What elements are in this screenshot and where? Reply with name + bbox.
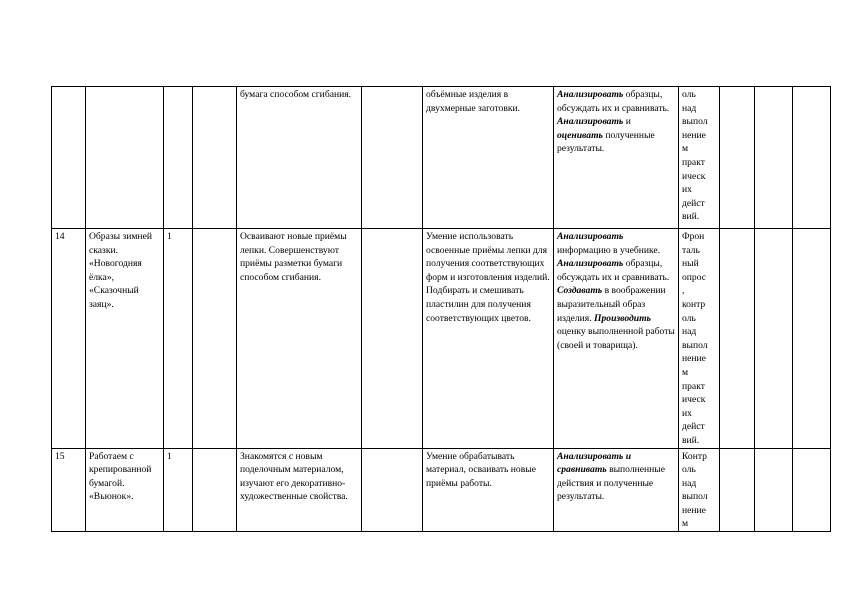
control-form-cell — [679, 229, 720, 449]
results-cell: объёмные изделия в двухмерные заготовки. — [423, 87, 554, 229]
activities-cell — [554, 448, 679, 532]
lesson-number-cell: 14 — [52, 229, 86, 449]
hours-cell: 1 — [164, 229, 193, 449]
control-form-cell — [679, 87, 720, 229]
activity-text: и — [623, 116, 631, 128]
activity-text: выполненные действия и полученные результаты. — [557, 464, 666, 503]
control-form-line: оль — [682, 312, 696, 324]
hours-cell — [164, 87, 193, 229]
empty-cell — [793, 87, 831, 229]
table-row — [52, 448, 831, 532]
table-row — [52, 87, 831, 229]
control-form-line: выпол — [682, 491, 708, 503]
control-form-cell — [679, 448, 720, 532]
lesson-topic-cell: Работаем с крепированной бумагой. «Вьюнок». — [86, 448, 164, 532]
control-form-line: м — [682, 366, 689, 378]
control-form-line: практ — [682, 380, 705, 392]
activity-text: полученные результаты. — [557, 129, 655, 155]
empty-cell — [755, 87, 793, 229]
control-form-line: вий. — [682, 434, 700, 446]
control-form-line: оль — [682, 464, 696, 476]
lesson-number-cell: 15 — [52, 448, 86, 532]
empty-cell — [755, 448, 793, 532]
control-form-line: практ — [682, 156, 705, 168]
empty-cell — [720, 229, 755, 449]
content-cell: Осваивают новые приёмы лепки. Совершенствуют приёмы разметки бумаги способом сгибания. — [237, 229, 362, 449]
empty-cell — [793, 448, 831, 532]
activity-text: информацию в учебнике. — [557, 244, 661, 256]
lesson-plan-table — [51, 86, 831, 532]
control-form-line: ическ — [682, 170, 706, 182]
activity-verb: Анализировать — [557, 116, 624, 128]
activity-verb: Производить — [594, 312, 651, 324]
control-form-line: над — [682, 102, 697, 114]
empty-cell — [193, 87, 237, 229]
lesson-topic-cell — [86, 87, 164, 229]
activity-verb: Анализировать — [557, 89, 624, 100]
activity-text: оценку выполненной работы (своей и товарища). — [557, 326, 675, 351]
control-form-line: над — [682, 477, 697, 489]
empty-cell — [720, 448, 755, 532]
control-form-line: Фрон — [682, 231, 705, 242]
control-form-line: нение — [682, 504, 706, 516]
empty-cell — [193, 448, 237, 532]
control-form-line: ный — [682, 258, 699, 270]
control-form-line: над — [682, 326, 697, 338]
activity-verb: оценивать — [557, 129, 603, 141]
control-form-line: нение — [682, 129, 706, 141]
empty-cell — [362, 87, 423, 229]
activity-verb: Создавать — [557, 285, 603, 297]
control-form-line: выпол — [682, 116, 708, 128]
table-row — [52, 229, 831, 449]
empty-cell — [193, 229, 237, 449]
empty-cell — [362, 448, 423, 532]
content-cell: Знакомятся с новым поделочным материалом, изучают его декоративно-художественные свойства. — [237, 448, 362, 532]
control-form-line: контр — [682, 298, 706, 310]
content-cell: бумага способом сгибания. — [237, 87, 362, 229]
activity-verb: Анализировать и сравнивать — [557, 450, 632, 476]
activities-cell — [554, 87, 679, 229]
results-cell: Умение использовать освоенные приёмы лепки для получения соответствующих форм и изготовления изделий. Подбирать и смешивать пластилин для получения соответствующих цветов. — [423, 229, 554, 449]
control-form-line: выпол — [682, 339, 708, 351]
control-form-line: вий. — [682, 211, 700, 223]
activity-verb: Анализировать — [557, 231, 624, 242]
control-form-line: м — [682, 143, 689, 155]
empty-cell — [362, 229, 423, 449]
empty-cell — [720, 87, 755, 229]
activity-verb: Анализировать — [557, 258, 624, 270]
control-form-line: , — [682, 285, 685, 297]
control-form-line: таль — [682, 244, 700, 256]
results-cell: Умение обрабатывать материал, осваивать новые приёмы работы. — [423, 448, 554, 532]
control-form-line: их — [682, 407, 692, 419]
activity-text: образцы, обсуждать их и сравнивать. — [557, 89, 670, 114]
lesson-number-cell — [52, 87, 86, 229]
control-form-line: дейст — [682, 197, 705, 209]
activity-text: в воображении выразительный образ изделия. — [557, 285, 666, 324]
control-form-line: дейст — [682, 421, 705, 433]
control-form-line: м — [682, 518, 689, 530]
lesson-topic-cell: Образы зимней сказки. «Новогодняя ёлка», «Сказочный заяц». — [86, 229, 164, 449]
empty-cell — [793, 229, 831, 449]
activities-cell — [554, 229, 679, 449]
control-form-line: ическ — [682, 394, 706, 406]
empty-cell — [755, 229, 793, 449]
control-form-line: опрос — [682, 271, 707, 283]
control-form-line: их — [682, 184, 692, 196]
control-form-line: нение — [682, 353, 706, 365]
hours-cell: 1 — [164, 448, 193, 532]
control-form-line: Контр — [682, 450, 707, 462]
activity-text: образцы, обсуждать их и сравнивать. — [557, 258, 670, 283]
control-form-line: оль — [682, 89, 696, 100]
